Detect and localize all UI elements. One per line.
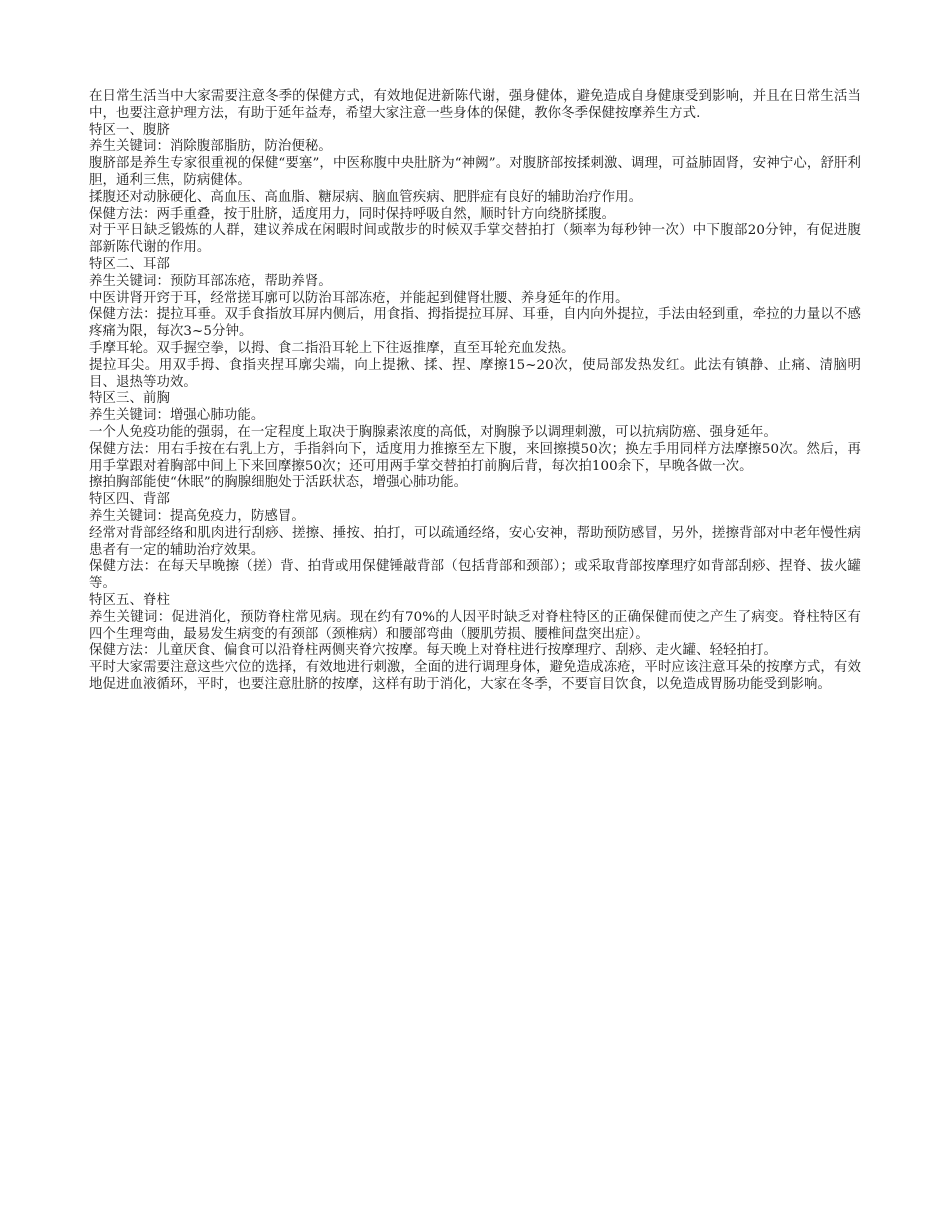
method-ear-lobe: 保健方法：提拉耳垂。双手食指放耳屏内侧后，用食指、拇指提拉耳屏、耳垂，自内向外提拉，手法由轻到重，牵拉的力量以不感疼痛为限，每次3~5分钟。: [89, 307, 861, 340]
section-heading-chest: 特区三、前胸: [89, 391, 170, 407]
section-heading-ear: 特区二、耳部: [89, 256, 170, 272]
paragraph-chest-intro: 一个人免疫功能的强弱，在一定程度上取决于胸腺素浓度的高低，对胸腺予以调理刺激，可以抗病防癌、强身延年。: [89, 424, 778, 440]
paragraph-abdomen-tip: 对于平日缺乏锻炼的人群，建议养成在闲暇时间或散步的时候双手掌交替拍打（频率为每秒钟一次）中下腹部20分钟，有促进腹部新陈代谢的作用。: [89, 223, 861, 256]
method-chest: 保健方法：用右手按在右乳上方，手指斜向下，适度用力推擦至左下腹，来回擦摸50次；换左手用同样方法摩擦50次。然后，再用手掌跟对着胸部中间上下来回摩擦50次；还可用两手掌交替拍打前胸后背，每次拍100余下，早晚各做一次。: [89, 441, 861, 474]
section-heading-back: 特区四、背部: [89, 492, 170, 508]
document-body: [89, 89, 861, 694]
keywords-spine: 养生关键词：促进消化，预防脊柱常见病。现在约有70%的人因平时缺乏对脊柱特区的正确保健而使之产生了病变。脊柱特区有四个生理弯曲，最易发生病变的有颈部（颈椎病）和腰部弯曲（腰肌劳损、腰椎间盘突出症）。: [89, 609, 861, 642]
paragraph-abdomen-benefits: 揉腹还对动脉硬化、高血压、高血脂、糖尿病、脑血管疾病、肥胖症有良好的辅助治疗作用。: [89, 189, 643, 205]
section-heading-abdomen: 特区一、腹脐: [89, 122, 170, 138]
keywords-abdomen: 养生关键词：消除腹部脂肪，防治便秘。: [89, 139, 332, 155]
method-ear-tip: 提拉耳尖。用双手拇、食指夹捏耳廓尖端，向上提揪、揉、捏、摩擦15~20次，使局部发热发红。此法有镇静、止痛、清脑明目、退热等功效。: [89, 357, 861, 390]
paragraph-chest-benefit: 擦拍胸部能使“休眠”的胸腺细胞处于活跃状态，增强心肺功能。: [89, 475, 468, 491]
intro-paragraph: 在日常生活当中大家需要注意冬季的保健方式，有效地促进新陈代谢，强身健体，避免造成自身健康受到影响，并且在日常生活当中，也要注意护理方法，有助于延年益寿，希望大家注意一些身体的保健，教你冬季保健按摩养生方式.: [89, 89, 861, 121]
keywords-chest: 养生关键词：增强心肺功能。: [89, 408, 265, 424]
keywords-ear: 养生关键词：预防耳部冻疮，帮助养肾。: [89, 273, 332, 289]
paragraph-ear-intro: 中医讲肾开窍于耳，经常搓耳廓可以防治耳部冻疮，并能起到健肾壮腰、养身延年的作用。: [89, 290, 629, 306]
section-heading-spine: 特区五、脊柱: [89, 592, 170, 608]
paragraph-abdomen-intro: 腹脐部是养生专家很重视的保健“要塞”，中医称腹中央肚脐为“神阙”。对腹脐部按揉刺激、调理，可益肺固肾，安神宁心，舒肝利胆，通利三焦，防病健体。: [89, 156, 861, 188]
keywords-back: 养生关键词：提高免疫力，防感冒。: [89, 508, 305, 524]
conclusion-paragraph: 平时大家需要注意这些穴位的选择，有效地进行刺激，全面的进行调理身体，避免造成冻疮，平时应该注意耳朵的按摩方式，有效地促进血液循环，平时，也要注意肚脐的按摩，这样有助于消化，大家在冬季，不要盲目饮食，以免造成胃肠功能受到影响。: [89, 660, 861, 692]
method-spine: 保健方法：儿童厌食、偏食可以沿脊柱两侧夹脊穴按摩。每天晚上对脊柱进行按摩理疗、刮痧、走火罐、轻轻拍打。: [89, 643, 778, 659]
method-ear-rim: 手摩耳轮。双手握空拳，以拇、食二指沿耳轮上下往返推摩，直至耳轮充血发热。: [89, 340, 575, 356]
paragraph-back-intro: 经常对背部经络和肌肉进行刮痧、搓擦、捶按、拍打，可以疏通经络，安心安神，帮助预防感冒，另外，搓擦背部对中老年慢性病患者有一定的辅助治疗效果。: [89, 525, 861, 558]
method-abdomen: 保健方法：两手重叠，按于肚脐，适度用力，同时保持呼吸自然，顺时针方向绕脐揉腹。: [89, 206, 616, 222]
method-back: 保健方法：在每天早晚擦（搓）背、拍背或用保健锤敲背部（包括背部和颈部）；或采取背部按摩理疗如背部刮痧、捏脊、拔火罐等。: [89, 559, 861, 592]
